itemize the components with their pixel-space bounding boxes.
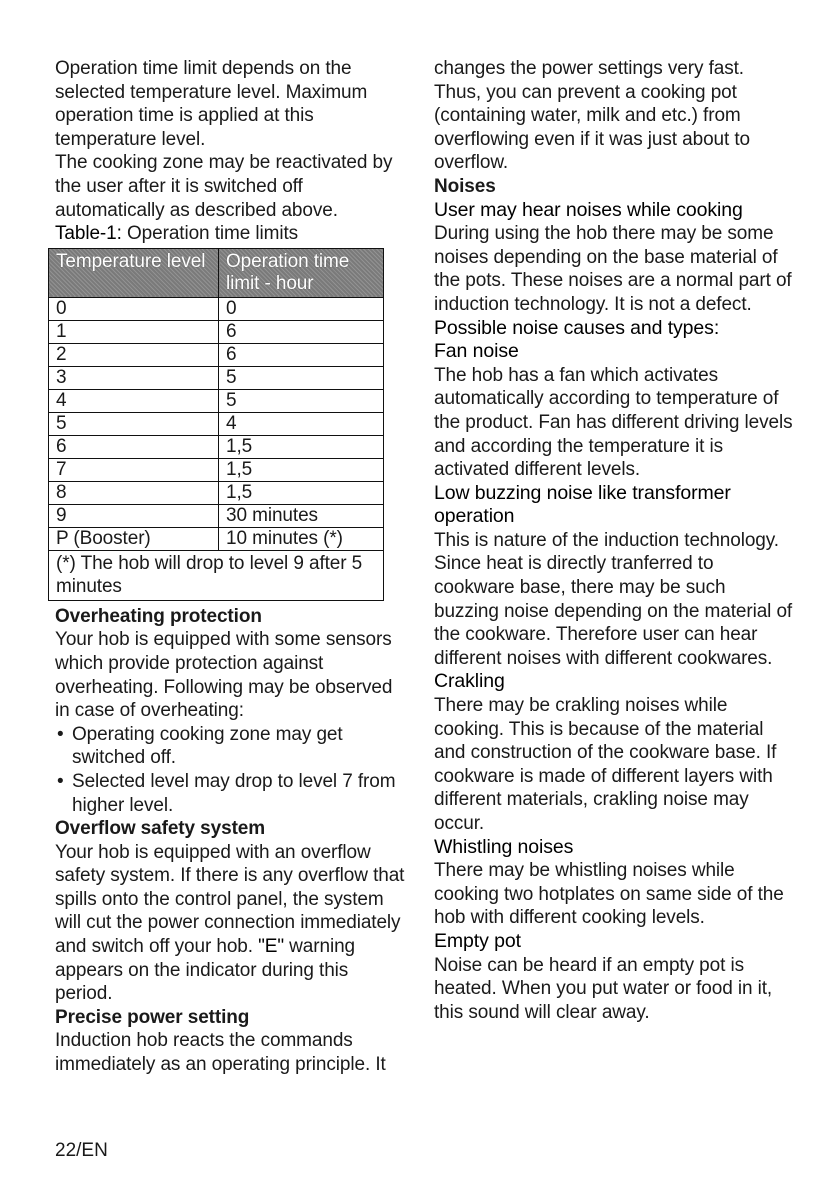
error-code: "E" [258, 936, 284, 958]
table-header-row [49, 248, 384, 297]
time-cell: 1,5 [219, 435, 384, 458]
level-cell: 4 [49, 389, 219, 412]
left-column [55, 57, 407, 1077]
intro-paragraph-1: Operation time limit depends on the selected temperature level. Maximum operation time is applied at this temperature level. [55, 58, 368, 150]
crackling-text: There may be crakling noises while cooking. This is because of the material and construction of the cookware base. If cookware is made of different layers with different materials, crakling noise may occur. [434, 695, 777, 834]
table-row [49, 412, 384, 435]
time-cell: 0 [219, 297, 384, 320]
table-row [49, 435, 384, 458]
empty-pot-heading: Empty pot [434, 929, 521, 952]
buzzing-heading: Low buzzing noise like transformer operation [434, 481, 731, 528]
table-row [49, 389, 384, 412]
precise-power-text: Induction hob reacts the commands immediately as an operating principle. It [55, 1030, 386, 1076]
level-cell: 9 [49, 504, 219, 527]
level-cell: 3 [49, 366, 219, 389]
user-hear-text: During using the hob there may be some noises depending on the base material of the pots. These noises are a normal part of induction technology. It is not a defect. [434, 223, 792, 315]
table-row [49, 320, 384, 343]
table-row [49, 343, 384, 366]
table-row [49, 458, 384, 481]
time-cell: 5 [219, 389, 384, 412]
time-cell: 4 [219, 412, 384, 435]
right-column [434, 57, 794, 1024]
precise-power-heading: Precise power setting [55, 1006, 250, 1028]
whistling-text: There may be whistling noises while cooking two hotplates on same side of the hob with different cooking levels. [434, 860, 784, 929]
level-cell: 1 [49, 320, 219, 343]
empty-pot-text: Noise can be heard if an empty pot is heated. When you put water or food in it, this sound will clear away. [434, 954, 773, 1023]
page-number: 22/EN [55, 1140, 108, 1161]
time-cell: 6 [219, 343, 384, 366]
level-cell: 0 [49, 297, 219, 320]
table-row [49, 297, 384, 320]
continued-text: changes the power settings very fast. Thus, you can prevent a cooking pot (containing water, milk and etc.) from overflowing even if it was just about to overflow. [434, 58, 751, 174]
level-cell: P (Booster) [49, 527, 219, 550]
noises-heading: Noises [434, 175, 496, 197]
fan-noise-heading: Fan noise [434, 340, 519, 363]
level-cell: 5 [49, 412, 219, 435]
buzzing-text: This is nature of the induction technology. Since heat is directly tranferred to cookware base, there may be such buzzing noise depending on the material of the cookware. Therefore user can hear different noises with different cookwares. [434, 529, 793, 669]
intro-paragraph-2: The cooking zone may be reactivated by the user after it is switched off automatically as described above. [55, 152, 393, 221]
time-cell: 5 [219, 366, 384, 389]
table-row [49, 504, 384, 527]
overflow-text-before: Your hob is equipped with an overflow safety system. If there is any overflow that spills onto the control panel, the system will cut the power connection immediately and switch off your hob. [55, 841, 405, 958]
operation-time-table [48, 248, 384, 601]
overheating-bullet-list [55, 723, 407, 817]
table-row [49, 481, 384, 504]
table-note-row [49, 550, 384, 600]
overheating-text: Your hob is equipped with some sensors which provide protection against overheating. Following may be observed in case of overheating: [55, 629, 393, 722]
time-cell: 1,5 [219, 481, 384, 504]
overflow-text [55, 841, 407, 1006]
list-item: • Operating cooking zone may get switched off. [55, 723, 407, 770]
user-hear-heading: User may hear noises while cooking [434, 198, 743, 221]
header-temperature-level: Temperature level [49, 248, 219, 297]
causes-heading: Possible noise causes and types: [434, 316, 720, 339]
list-item: • Selected level may drop to level 7 from higher level. [55, 770, 407, 817]
table-row [49, 527, 384, 550]
time-cell: 6 [219, 320, 384, 343]
table-caption-text: Operation time limits [121, 223, 299, 245]
time-cell: 1,5 [219, 458, 384, 481]
crackling-heading: Crakling [434, 670, 505, 693]
overheating-heading: Overheating protection [55, 605, 262, 627]
level-cell: 6 [49, 435, 219, 458]
table-caption [55, 222, 407, 246]
level-cell: 8 [49, 481, 219, 504]
level-cell: 7 [49, 458, 219, 481]
fan-noise-text: The hob has a fan which activates automatically according to temperature of the product. Fan has different driving levels and according the temperature it is activated different levels. [434, 364, 793, 481]
overflow-text-after: warning appears on the indicator during this period. [55, 936, 356, 1005]
time-cell: 30 minutes [219, 504, 384, 527]
overflow-heading: Overflow safety system [55, 818, 266, 840]
level-cell: 2 [49, 343, 219, 366]
whistling-heading: Whistling noises [434, 835, 574, 858]
table-row [49, 366, 384, 389]
table-note: (*) The hob will drop to level 9 after 5 minutes [49, 550, 384, 600]
table-caption-label: Table-1: [55, 223, 122, 245]
header-operation-time-limit: Operation time limit - hour [219, 248, 384, 297]
time-cell: 10 minutes (*) [219, 527, 384, 550]
